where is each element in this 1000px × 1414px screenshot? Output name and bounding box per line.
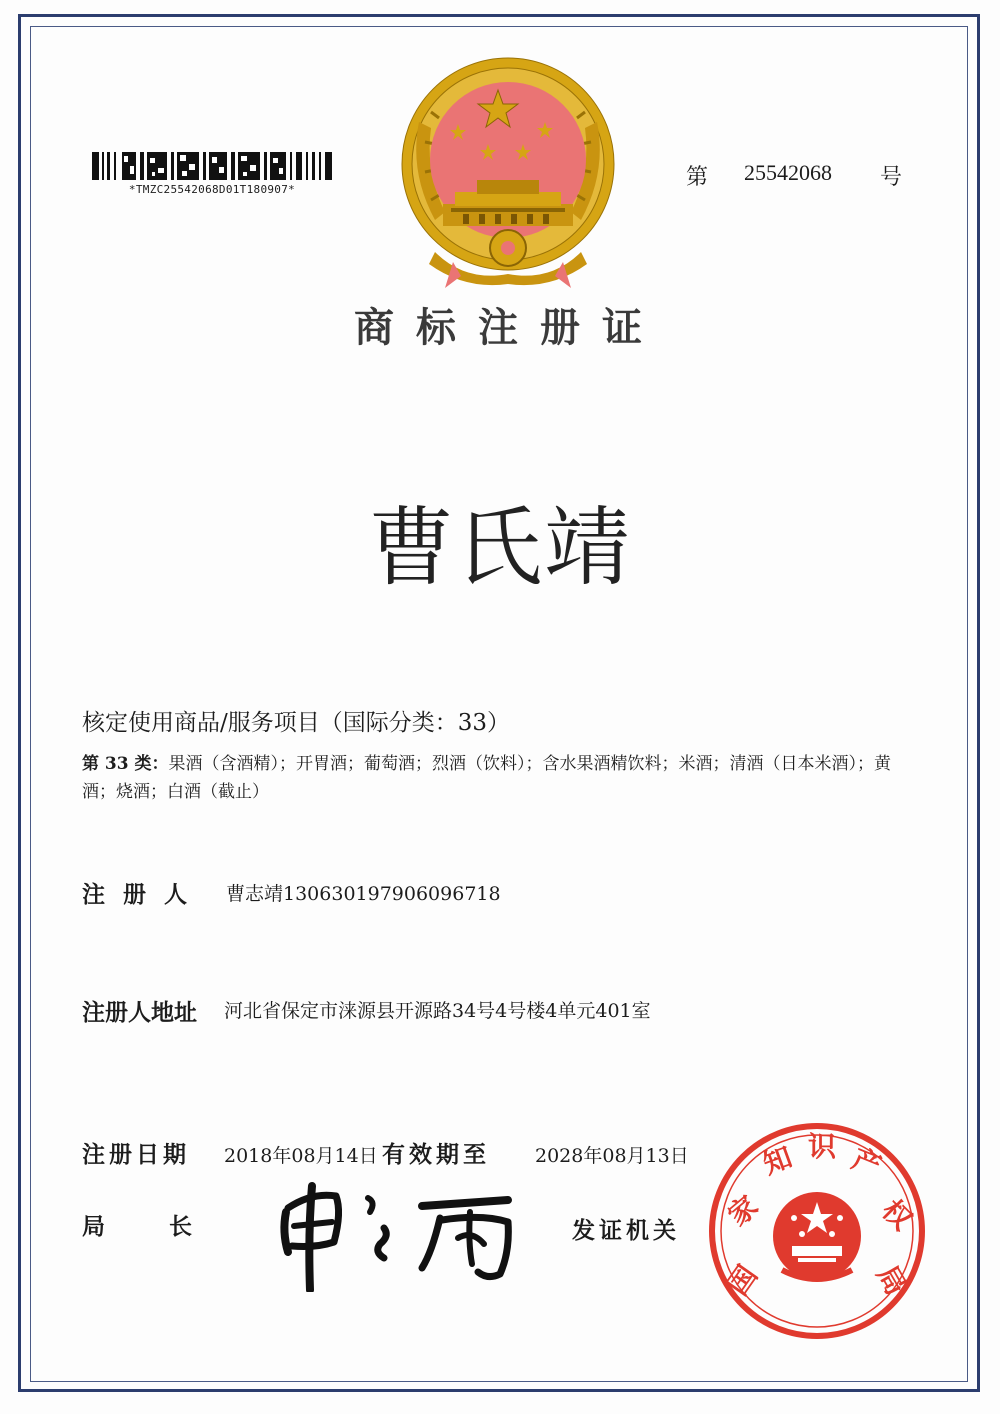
registration-date-label: 注册日期 [82, 1141, 190, 1168]
goods-items: 果酒（含酒精）；开胃酒；葡萄酒；烈酒（饮料）；含水果酒精饮料；米酒；清酒（日本米酒）；黄酒；烧酒；白酒（截止） [82, 754, 891, 802]
registrant-label: 注册人 [82, 881, 205, 908]
barcode [92, 152, 332, 180]
valid-until-label: 有效期至 [382, 1141, 490, 1168]
registration-number-suffix: 号 [880, 165, 903, 190]
svg-text:局: 局 [870, 1259, 913, 1301]
svg-text:国: 国 [720, 1259, 764, 1302]
registrant-address-value: 河北省保定市涞源县开源路34号4号楼4单元401室 [224, 1000, 651, 1022]
goods-class-label: 第 33 类： [82, 754, 169, 774]
director-signature [272, 1172, 532, 1292]
official-seal [706, 1120, 928, 1342]
registration-number: 25542068 [744, 160, 832, 185]
issuer-label: 发证机关 [572, 1217, 680, 1244]
svg-text:家: 家 [721, 1189, 765, 1233]
barcode-code-text: *TMZC25542068D01T180907* [128, 183, 296, 196]
goods-services-heading: 核定使用商品/服务项目（国际分类：33） [82, 710, 511, 736]
svg-text:权: 权 [875, 1193, 919, 1237]
goods-services-list [82, 750, 922, 806]
director-label: 局长 [82, 1213, 256, 1240]
certificate-title: 商标注册证 [354, 304, 664, 351]
svg-text:识: 识 [807, 1130, 837, 1163]
registration-date-value: 2018年08月14日 [224, 1145, 378, 1167]
valid-until-value: 2028年08月13日 [535, 1145, 689, 1167]
national-emblem [395, 52, 621, 290]
registrant-address-label: 注册人地址 [82, 999, 197, 1026]
registration-number-prefix: 第 [686, 165, 709, 190]
svg-text:知: 知 [758, 1140, 797, 1181]
trademark-text: 曹氏靖 [368, 498, 632, 598]
registrant-value: 曹志靖130630197906096718 [226, 883, 501, 905]
svg-text:产: 产 [847, 1142, 886, 1184]
